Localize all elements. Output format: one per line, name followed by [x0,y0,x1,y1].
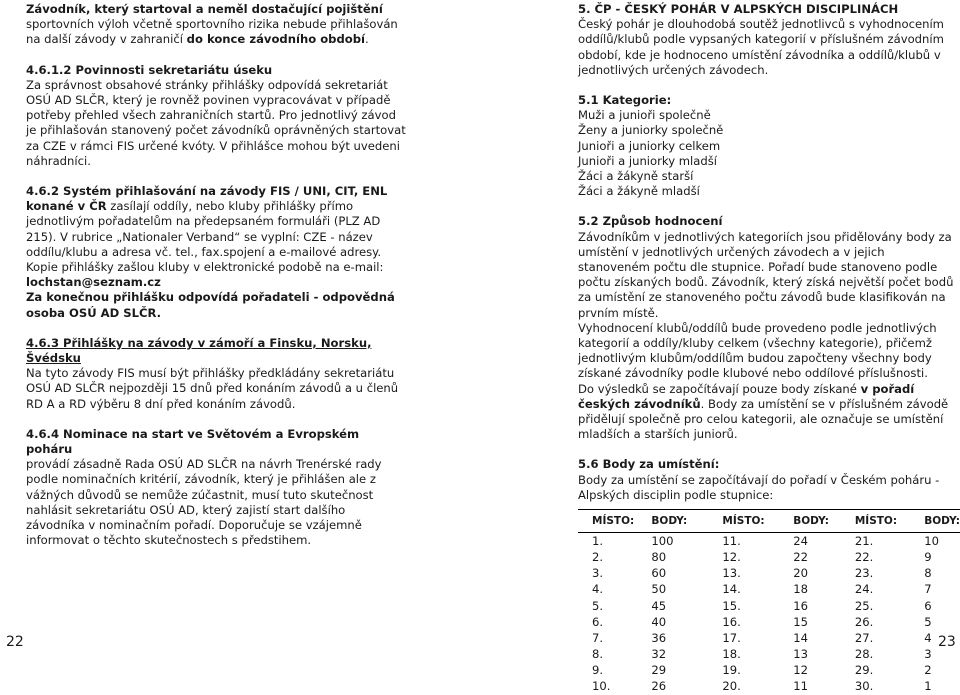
intro-paragraph: Závodník, který startoval a neměl dostačující pojištění sportovních výloh včetně sportovního rizika nebude přihlašován na další závody v zahraničí do konce závodního období. [26,2,398,47]
place-cell: 21. [854,533,874,548]
place-cell: 2. [592,549,604,564]
place-cell: 6. [592,614,604,629]
header-place: MÍSTO: [712,510,779,533]
points-cell: 3 [924,647,932,662]
place-cell: 14. [722,582,741,597]
place-cell: 24. [854,582,874,597]
table-row [578,630,960,646]
section-56-title: 5.6 Body za umístění: [578,457,720,472]
header-points: BODY: [779,510,847,533]
place-cell: 18. [722,647,741,662]
table-row [578,663,960,679]
section-462-body: zasílají oddíly, nebo kluby přihlášky přímo jednotlivým pořadatelům na předepsaném formuláři (PLZ AD 215). V rubrice „Nationaler Verband“ se vyplní: CZE - název oddílu/klubu a adresa vč. tel., fax.spojení a e-mailové adresy. [26,199,382,259]
contact-email-link[interactable]: lochstan@seznam.cz [26,275,161,290]
section-463-body: Na tyto závody FIS musí být přihlášky předkládány sekretariátu OSÚ AD SLČR nejpozději 15 dnů před konáním závodů a u členů RD A a RD výběru 8 dní před konáním závodů. [26,366,399,411]
place-cell: 30. [854,679,874,694]
section-56-body: Body za umístění se započítávají do pořadí v Českém poháru - Alpských disciplin podle stupnice: [578,472,940,502]
header-points: BODY: [641,510,712,533]
table-row [578,549,960,565]
place-cell: 23. [854,566,874,581]
place-cell: 5. [592,598,604,613]
page-number-left: 22 [6,634,24,650]
points-cell: 32 [651,647,667,662]
points-cell: 2 [924,663,932,678]
place-cell: 19. [722,663,741,678]
section-52-title: 5.2 Způsob hodnocení [578,214,723,229]
table-row [578,614,960,630]
section-462-email-intro: Kopie přihlášky zašlou kluby v elektronické podobě na e-mail: [26,260,384,275]
points-cell: 60 [651,566,667,581]
place-cell: 12. [722,549,741,564]
section-5-title: 5. ČP - ČESKÝ POHÁR V ALPSKÝCH DISCIPLINÁCH [578,2,899,16]
section-52-body-2: Vyhodnocení klubů/oddílů bude provedeno podle jednotlivých kategorií a oddíly/kluby celkem (všechny kategorie), přičemž jednotlivým klubům/oddílům budou započteny všechny body získané závodníky podle klubové nebo oddílové příslušnosti. [578,320,937,381]
points-table [578,509,960,695]
place-cell: 22. [854,549,874,564]
place-cell: 17. [722,630,741,645]
points-cell: 24 [793,533,808,548]
points-cell: 5 [924,614,932,629]
page-number-right: 23 [938,634,956,650]
place-cell: 11. [722,533,741,548]
category-item: Ženy a juniorky společně [578,123,724,138]
points-cell: 22 [793,549,808,564]
points-cell: 18 [793,582,808,597]
section-462-paragraph [26,184,406,260]
category-item: Žáci a žákyně mladší [578,184,700,199]
points-cell: 1 [924,679,932,694]
points-cell: 20 [793,566,808,581]
place-cell: 16. [722,614,741,629]
left-column [26,2,406,549]
points-cell: 15 [793,614,808,629]
points-cell: 10 [924,533,939,548]
points-cell: 7 [924,582,932,597]
place-cell: 8. [592,647,604,662]
points-cell: 50 [651,582,667,597]
section-5-body: Český pohár je dlouhodobá soutěž jednotlivců s vyhodnocením oddílů/klubů podle vypsaných kategorií v příslušném závodním období, kde je hodnoceno umístění závodníka a oddílů/klubů v jednotlivých určených závodech. [578,17,944,77]
section-464-body: provádí zásadně Rada OSÚ AD SLČR na návrh Trenérské rady podle nominačních kritérií, závodník, který je přihlášen ale z vážných důvodů se nemůže zúčastnit, musí tuto skutečnost nahlásit sekretariátu OSÚ AD, který zajistí start dalšího závodníka v nominačním pořadí. Doporučuje se vzájemně informovat o těchto skutečnostech s předstihem. [26,457,382,548]
points-cell: 9 [924,549,932,564]
header-points: BODY: [910,510,960,533]
place-cell: 13. [722,566,741,581]
place-cell: 27. [854,630,874,645]
place-cell: 9. [592,663,604,678]
category-item: Junioři a juniorky celkem [578,138,721,153]
section-52-body-3: Do výsledků se započítávají pouze body získané v pořadí českých závodníků. Body za umístění se v příslušném závodě přidělují společně pro celou kategorii, ale označuje se umístění mladších a starších juniorů. [578,381,949,442]
category-item: Junioři a juniorky mladší [578,153,717,168]
points-cell: 11 [793,679,808,694]
section-4612-body: Za správnost obsahové stránky přihlášky odpovídá sekretariát OSÚ AD SLČR, který je rovněž povinen vypracovávat v případě potřeby přehled všech zahraničních startů. Pro jednotlivý závod je přihlašován stanovený počet závodníků oprávněných startovat za CZE v rámci FIS určené kvóty. V přihlášce mohou být uvedeni náhradníci. [26,77,406,168]
place-cell: 26. [854,614,874,629]
points-cell: 6 [924,598,932,613]
points-cell: 100 [651,533,674,548]
place-cell: 10. [592,679,611,694]
place-cell: 7. [592,630,604,645]
table-row [578,566,960,582]
place-cell: 4. [592,582,604,597]
points-cell: 26 [651,679,667,694]
points-table-body [578,533,960,695]
points-cell: 36 [651,630,667,645]
table-row [578,598,960,614]
points-cell: 4 [924,630,932,645]
points-cell: 29 [651,663,667,678]
section-462-title: 4.6.2 Systém přihlašování na závody FIS / UNI, CIT, ENL konané v ČR [26,184,388,214]
points-cell: 40 [651,614,667,629]
category-item: Žáci a žákyně starší [578,169,694,184]
section-52-body-1: Závodníkům v jednotlivých kategoriích jsou přidělovány body za umístění v jednotlivých určených závodech a v jejich stanoveném počtu dle stupnice. Pořadí bude stanoveno podle počtu získaných bodů. Závodník, který získá největší počet bodů za umístění ze stanoveného počtu závodů bude klasifikován na prvním místě. [578,229,954,320]
header-place: MÍSTO: [847,510,910,533]
place-cell: 1. [592,533,604,548]
points-cell: 13 [793,647,808,662]
section-4612-title: 4.6.1.2 Povinnosti sekretariátu úseku [26,62,273,77]
points-cell: 45 [651,598,667,613]
place-cell: 20. [722,679,741,694]
section-51-title: 5.1 Kategorie: [578,93,672,108]
points-cell: 8 [924,566,932,581]
table-row [578,582,960,598]
header-place: MÍSTO: [578,510,641,533]
points-cell: 14 [793,630,808,645]
place-cell: 25. [854,598,874,613]
section-462-responsibility: Za konečnou přihlášku odpovídá pořadateli - odpovědná osoba OSÚ AD SLČR. [26,290,395,320]
table-row [578,533,960,550]
table-row [578,647,960,663]
place-cell: 15. [722,598,741,613]
section-463-title: 4.6.3 Přihlášky na závody v zámoří a Finsku, Norsku, Švédsku [26,335,372,366]
category-item: Muži a junioři společně [578,108,711,123]
points-cell: 12 [793,663,808,678]
points-cell: 80 [651,549,667,564]
place-cell: 29. [854,663,874,678]
points-table-header [578,510,960,533]
place-cell: 3. [592,566,604,581]
right-column [578,2,960,695]
place-cell: 28. [854,647,874,662]
points-cell: 16 [793,598,808,613]
section-464-title: 4.6.4 Nominace na start ve Světovém a Evropském poháru [26,426,360,457]
table-row [578,679,960,695]
